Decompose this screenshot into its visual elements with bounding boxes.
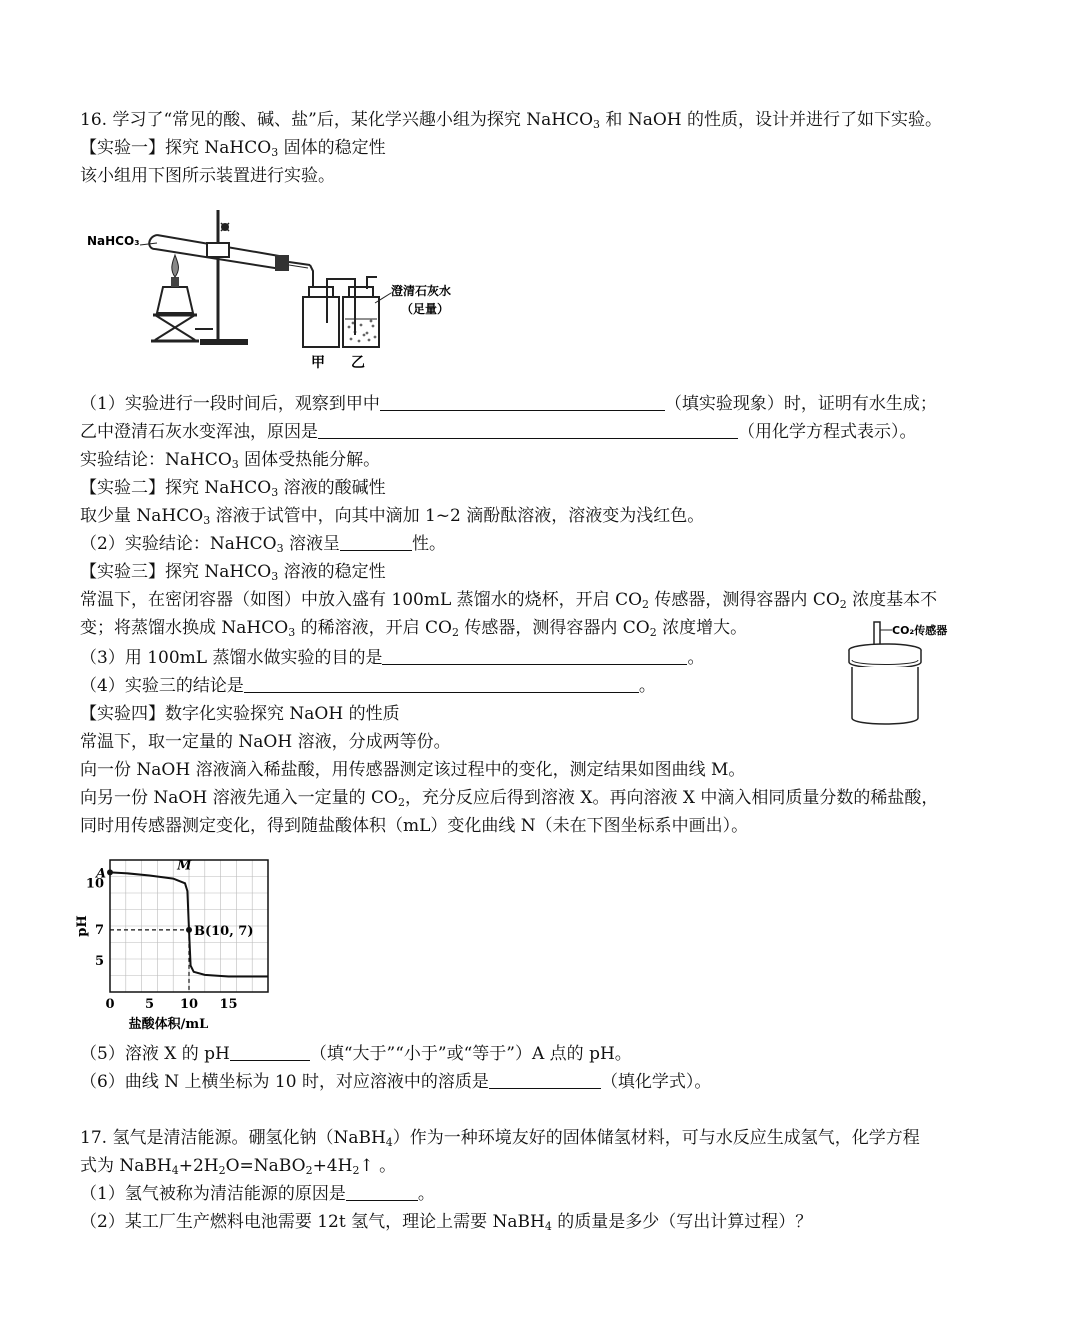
bottle-jia (303, 297, 339, 347)
limewater-label: 澄清石灰水 (391, 284, 452, 298)
alcohol-lamp (157, 287, 193, 313)
flame-icon (172, 255, 179, 277)
exp4-desc4: 同时用传感器测定变化，得到随盐酸体积（mL）变化曲线 N（未在下图坐标系中画出）。 (80, 816, 749, 836)
q16-3: （3）用 100mL 蒸馏水做实验的目的是 。 (80, 648, 705, 668)
nahco3-label: NaHCO₃ (87, 234, 140, 248)
q17-1: （1）氢气被称为清洁能源的原因是 。 (80, 1184, 435, 1204)
answer-blank-5[interactable] (230, 1042, 310, 1061)
exp1-desc: 该小组用下图所示装置进行实验。 (80, 166, 335, 186)
answer-blank-1a[interactable] (380, 392, 665, 411)
exp1-heading: 【实验一】探究 NaHCO$_3$ 固体的稳定性 (80, 138, 386, 159)
amount-label: （足量） (401, 302, 450, 316)
point-b (186, 927, 192, 933)
container-body (852, 667, 918, 724)
test-tube (149, 235, 157, 249)
sealed-container-figure (840, 620, 1020, 730)
q16-1-line1: （1）实验进行一段时间后，观察到甲中 （填实验现象）时，证明有水生成； (80, 394, 937, 414)
co2-sensor-label: CO₂传感器 (892, 624, 948, 637)
y-tick-label: 10 (85, 876, 104, 892)
x-tick-label: 0 (105, 997, 115, 1012)
q17-2: （2）某工厂生产燃料电池需要 12t 氢气，理论上需要 NaBH$_4$ 的质量是多少（写出计算过程）？ (80, 1212, 813, 1233)
y-tick-label: 7 (94, 922, 104, 938)
answer-blank-4[interactable] (244, 674, 639, 693)
y-axis-label: pH (75, 915, 90, 937)
stand-base (200, 339, 248, 345)
point-b-label: B(10, 7) (194, 923, 254, 939)
q16-6: （6）曲线 N 上横坐标为 10 时，对应溶液中的溶质是 （填化学式）。 (80, 1072, 712, 1092)
exp2-desc: 取少量 NaHCO$_3$ 溶液于试管中，向其中滴加 1~2 滴酚酞溶液，溶液变为浅红色。 (80, 506, 705, 527)
yi-label: 乙 (351, 355, 365, 371)
q17-equation: 式为 $NaBH_4+2H_2O=NaBO_2+4H_2↑$ 。 (80, 1156, 397, 1177)
q16-4: （4）实验三的结论是 。 (80, 676, 656, 696)
q17-line1: 17. 氢气是清洁能源。硼氢化钠（NaBH$_4$）作为一种环境友好的固体储氢材料，可与水反应生成氢气，化学方程 (80, 1128, 920, 1149)
answer-blank-1b[interactable] (318, 420, 738, 439)
exp4-desc2: 向一份 NaOH 溶液滴入稀盐酸，用传感器测定该过程中的变化，测定结果如图曲线 M。 (80, 760, 746, 780)
exp3-desc2: 变；将蒸馏水换成 NaHCO$_3$ 的稀溶液，开启 $CO_2$ 传感器，测得容器内 $CO_2$ 浓度增大。 (80, 618, 748, 639)
x-tick-label: 15 (219, 997, 238, 1012)
exp4-desc1: 常温下，取一定量的 NaOH 溶液，分成两等份。 (80, 732, 451, 752)
exp2-heading: 【实验二】探究 NaHCO$_3$ 溶液的酸碱性 (80, 478, 386, 499)
answer-blank-2[interactable] (340, 532, 412, 551)
exp3-heading: 【实验三】探究 NaHCO$_3$ 溶液的稳定性 (80, 562, 386, 583)
jia-label: 甲 (311, 355, 325, 371)
chart-guides (110, 930, 189, 992)
point-a (107, 869, 113, 875)
x-axis-label: 盐酸体积/mL (128, 1017, 209, 1032)
exp1-conclusion: 实验结论：NaHCO$_3$ 固体受热能分解。 (80, 450, 381, 471)
answer-blank-17-1[interactable] (346, 1182, 418, 1201)
exp3-desc1: 常温下，在密闭容器（如图）中放入盛有 100mL 蒸馏水的烧杯，开启 $CO_2$ 传感器，测得容器内 $CO_2$ 浓度基本不 (80, 590, 938, 611)
bottle-yi (343, 297, 379, 347)
exp4-heading: 【实验四】数字化实验探究 NaOH 的性质 (80, 704, 400, 724)
answer-blank-6[interactable] (489, 1070, 601, 1089)
x-tick-labels (105, 997, 237, 1012)
q16-2: （2）实验结论：NaHCO$_3$ 溶液呈 性。 (80, 534, 447, 555)
x-tick-label: 5 (144, 997, 155, 1012)
exp4-desc3: 向另一份 NaOH 溶液先通入一定量的 $CO_2$，充分反应后得到溶液 X。再向溶液 X 中滴入相同质量分数的稀盐酸， (80, 788, 939, 809)
q16-5: （5）溶液 X 的 pH （填“大于”“小于”或“等于”）A 点的 pH。 (80, 1044, 632, 1064)
q16-intro: 16. 学习了“常见的酸、碱、盐”后，某化学兴趣小组为探究 NaHCO$_3$ 和 NaOH 的性质，设计并进行了如下实验。 (80, 110, 942, 131)
q16-1-line2: 乙中澄清石灰水变浑浊，原因是 （用化学方程式表示）。 (80, 422, 917, 442)
series-label-m: M (177, 858, 192, 874)
answer-blank-3[interactable] (382, 646, 687, 665)
y-tick-label: 5 (94, 953, 104, 969)
chart-points (107, 869, 192, 932)
point-a-label: A (96, 866, 107, 882)
ph-chart (75, 852, 278, 1032)
x-tick-label: 10 (179, 997, 199, 1012)
apparatus-figure (85, 205, 505, 375)
